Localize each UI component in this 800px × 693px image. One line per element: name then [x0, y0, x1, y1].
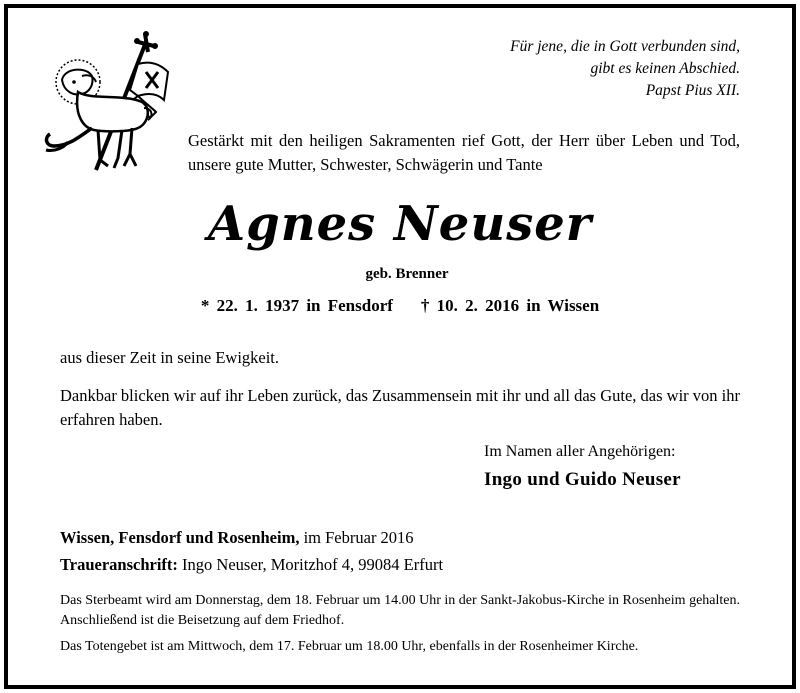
life-dates: [0, 296, 800, 316]
body-paragraph-2: Dankbar blicken wir auf ihr Leben zurück, das Zusammensein mit ihr und all das Gute, das wir von ihr erfahren haben.: [60, 386, 740, 429]
birth-date: * 22. 1. 1937 in Fensdorf: [200, 296, 393, 315]
address-value: Ingo Neuser, Moritzhof 4, 99084 Erfurt: [182, 555, 444, 574]
places: Wissen, Fensdorf und Rosenheim,: [60, 528, 300, 547]
funeral-mass-notice: Das Sterbeamt wird am Donnerstag, dem 18. Februar um 14.00 Uhr in der Sankt-Jakobus-Kirche in Rosenheim gehalten. Anschließend ist die Beisetzung auf dem Friedhof.: [60, 593, 740, 628]
quote-line-1: Für jene, die in Gott verbunden sind,: [510, 38, 740, 55]
address-label: Traueranschrift:: [60, 555, 178, 574]
intro-text: Gestärkt mit den heiligen Sakramenten rief Gott, der Herr über Leben und Tod, unsere gute Mutter, Schwester, Schwägerin und Tante: [188, 131, 740, 174]
date: im Februar 2016: [303, 528, 414, 547]
signature-intro: Im Namen aller Angehörigen:: [484, 443, 676, 460]
quote-author: Papst Pius XII.: [645, 82, 740, 99]
epitaph-quote: [460, 36, 740, 102]
maiden-name: geb. Brenner: [365, 266, 449, 282]
prayer-notice: Das Totengebet ist am Mittwoch, dem 17. Februar um 18.00 Uhr, ebenfalls in der Rosenheimer Kirche.: [60, 639, 639, 654]
lamb-of-god-icon: [34, 30, 174, 176]
quote-line-2: gibt es keinen Abschied.: [590, 60, 740, 77]
death-date: † 10. 2. 2016 in Wissen: [420, 296, 600, 315]
deceased-name: Agnes Neuser: [207, 196, 593, 252]
place-and-date: [60, 528, 414, 548]
body-paragraph-1: aus dieser Zeit in seine Ewigkeit.: [60, 348, 280, 367]
mourning-address: [60, 555, 443, 575]
signature-names: Ingo und Guido Neuser: [484, 469, 681, 490]
